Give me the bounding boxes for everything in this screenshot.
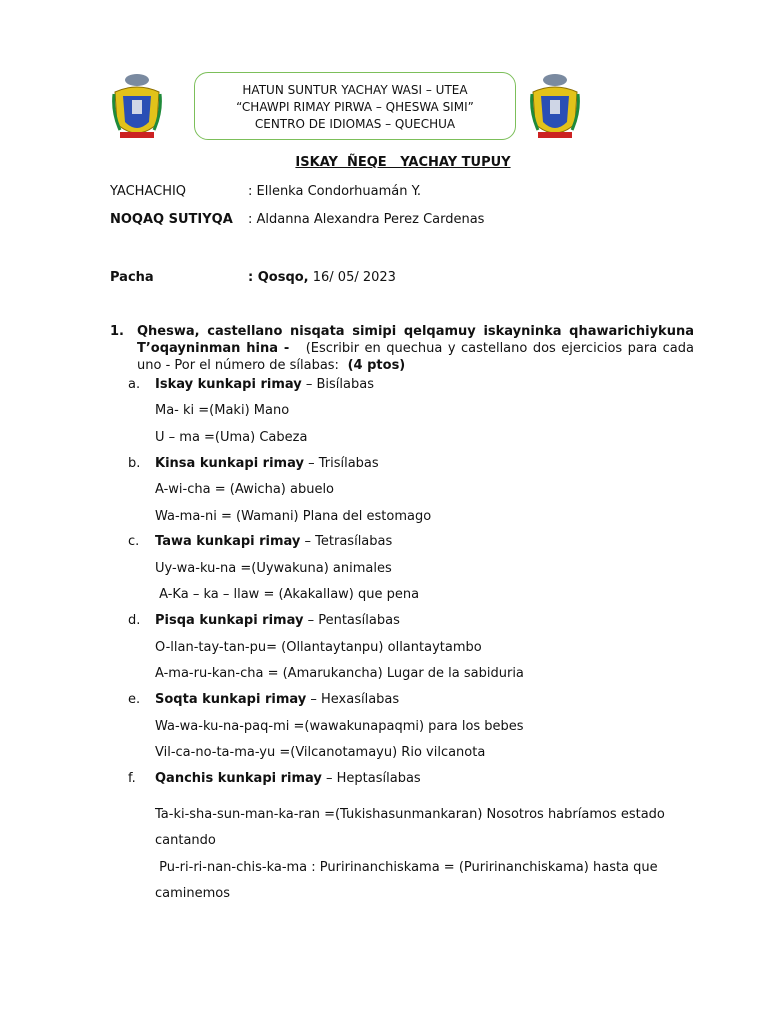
- teacher-value: : Ellenka Condorhuamán Y.: [248, 184, 422, 199]
- item-heading: [155, 771, 421, 786]
- document-title: ISKAY ÑEQE YACHAY TUPUY: [295, 155, 511, 170]
- item-desc: – Trisílabas: [303, 456, 379, 471]
- example-line: O-llan-tay-tan-pu= (Ollantaytanpu) ollantaytambo: [155, 640, 482, 655]
- item-letter: b.: [128, 456, 141, 471]
- example-line: Ma- ki =(Maki) Mano: [155, 403, 290, 418]
- question-normal-text: (Escribir en quechua y castellano dos ejercicios para cada uno - Por el número de sílabas:: [137, 341, 699, 373]
- question-points: (4 ptos): [343, 358, 406, 373]
- header-line-3: CENTRO DE IDIOMAS – QUECHUA: [254, 117, 456, 131]
- example-line: Ta-ki-sha-sun-man-ka-ran =(Tukishasunmankaran) Nosotros habríamos estado: [155, 807, 665, 822]
- item-desc: – Bisílabas: [301, 377, 374, 392]
- example-line: Uy-wa-ku-na =(Uywakuna) animales: [155, 561, 392, 576]
- student-value: : Aldanna Alexandra Perez Cardenas: [248, 212, 485, 227]
- item-heading: [155, 692, 399, 707]
- university-crest-right-icon: [530, 72, 580, 144]
- example-line: A-ma-ru-kan-cha = (Amarukancha) Lugar de la sabiduria: [155, 666, 524, 681]
- item-title: Kinsa kunkapi rimay: [155, 456, 304, 471]
- teacher-label: YACHACHIQ: [110, 184, 187, 199]
- item-desc: – Heptasílabas: [321, 771, 421, 786]
- item-heading: [155, 613, 400, 628]
- item-desc: – Hexasílabas: [306, 692, 400, 707]
- question-1: [110, 323, 699, 374]
- institution-header-box: [194, 72, 516, 140]
- item-desc: – Pentasílabas: [303, 613, 400, 628]
- item-letter: c.: [128, 534, 140, 549]
- item-heading: [155, 377, 374, 392]
- item-letter: f.: [128, 771, 136, 786]
- item-title: Soqta kunkapi rimay: [155, 692, 307, 707]
- header-line-1: HATUN SUNTUR YACHAY WASI – UTEA: [242, 83, 468, 97]
- item-title: Iskay kunkapi rimay: [155, 377, 302, 392]
- question-number: 1.: [110, 324, 124, 339]
- item-desc: – Tetrasílabas: [300, 534, 393, 549]
- item-letter: d.: [128, 613, 141, 628]
- student-label: NOQAQ SUTIYQA: [110, 212, 233, 227]
- item-heading: [155, 534, 392, 549]
- item-letter: e.: [128, 692, 141, 707]
- university-crest-left-icon: [112, 72, 162, 144]
- date-row: [248, 270, 396, 285]
- question-bold-text: Qheswa, castellano nisqata simipi qelqamuy iskayninka qhawarichiykuna T’oqayninman hina -: [137, 324, 694, 356]
- date-label: Pacha: [110, 270, 154, 285]
- date-prefix: : Qosqo,: [248, 270, 309, 285]
- date-value: 16/ 05/ 2023: [308, 270, 396, 285]
- example-line: Vil-ca-no-ta-ma-yu =(Vilcanotamayu) Rio vilcanota: [155, 745, 486, 760]
- example-line: A-wi-cha = (Awicha) abuelo: [155, 482, 335, 497]
- item-title: Tawa kunkapi rimay: [155, 534, 301, 549]
- header-line-2: “CHAWPI RIMAY PIRWA – QHESWA SIMI”: [236, 100, 474, 114]
- example-line: Wa-ma-ni = (Wamani) Plana del estomago: [155, 509, 432, 524]
- item-letter: a.: [128, 377, 141, 392]
- example-line: U – ma =(Uma) Cabeza: [155, 430, 308, 445]
- example-line: Wa-wa-ku-na-paq-mi =(wawakunapaqmi) para los bebes: [155, 719, 524, 734]
- item-heading: [155, 456, 379, 471]
- item-title: Pisqa kunkapi rimay: [155, 613, 304, 628]
- example-line: caminemos: [155, 886, 231, 901]
- example-line: A-Ka – ka – llaw = (Akakallaw) que pena: [155, 587, 420, 602]
- example-line: Pu-ri-ri-nan-chis-ka-ma : Puririnanchiskama = (Puririnanchiskama) hasta que: [155, 860, 658, 875]
- item-title: Qanchis kunkapi rimay: [155, 771, 322, 786]
- example-line: cantando: [155, 833, 216, 848]
